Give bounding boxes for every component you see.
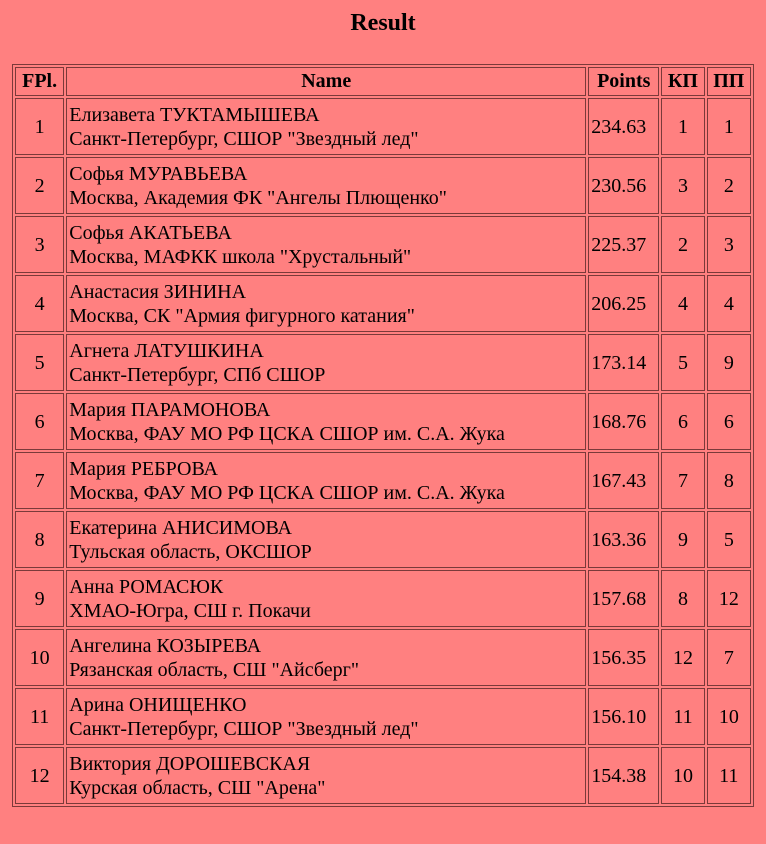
skater-club: Москва, ФАУ МО РФ ЦСКА СШОР им. С.А. Жука <box>69 422 505 445</box>
pp-cell: 5 <box>707 511 751 568</box>
pp-cell: 10 <box>707 688 751 745</box>
place-cell: 7 <box>15 452 64 509</box>
skater-cell <box>66 157 586 214</box>
table-row <box>15 275 751 332</box>
pp-cell: 7 <box>707 629 751 686</box>
place-cell: 2 <box>15 157 64 214</box>
kp-cell: 3 <box>661 157 704 214</box>
place-cell: 8 <box>15 511 64 568</box>
header-points: Points <box>588 67 659 96</box>
skater-name: Екатерина АНИСИМОВА <box>69 516 293 539</box>
skater-cell <box>66 688 586 745</box>
points-cell: 154.38 <box>588 747 659 804</box>
table-row <box>15 688 751 745</box>
points-cell: 173.14 <box>588 334 659 391</box>
kp-cell: 9 <box>661 511 704 568</box>
place-cell: 6 <box>15 393 64 450</box>
kp-cell: 8 <box>661 570 704 627</box>
skater-cell <box>66 747 586 804</box>
pp-cell: 4 <box>707 275 751 332</box>
pp-cell: 12 <box>707 570 751 627</box>
kp-cell: 5 <box>661 334 704 391</box>
pp-cell: 2 <box>707 157 751 214</box>
table-row <box>15 629 751 686</box>
skater-club: Москва, Академия ФК "Ангелы Плющенко" <box>69 186 447 209</box>
points-cell: 156.10 <box>588 688 659 745</box>
skater-club: Тульская область, ОКСШОР <box>69 540 312 563</box>
skater-cell <box>66 275 586 332</box>
skater-name: Ангелина КОЗЫРЕВА <box>69 634 262 657</box>
skater-name: Анна РОМАСЮК <box>69 575 224 598</box>
skater-club: Москва, МАФКК школа "Хрустальный" <box>69 245 412 268</box>
place-cell: 12 <box>15 747 64 804</box>
skater-name: Мария ПАРАМОНОВА <box>69 398 271 421</box>
pp-cell: 1 <box>707 98 751 155</box>
header-kp: КП <box>661 67 704 96</box>
skater-club: Санкт-Петербург, СШОР "Звездный лед" <box>69 127 419 150</box>
skater-club: Санкт-Петербург, СПб СШОР <box>69 363 326 386</box>
skater-cell <box>66 216 586 273</box>
points-cell: 167.43 <box>588 452 659 509</box>
table-row <box>15 452 751 509</box>
points-cell: 206.25 <box>588 275 659 332</box>
points-cell: 156.35 <box>588 629 659 686</box>
skater-cell <box>66 393 586 450</box>
header-row <box>15 67 751 96</box>
skater-name: Софья МУРАВЬЕВА <box>69 162 248 185</box>
header-pp: ПП <box>707 67 751 96</box>
kp-cell: 7 <box>661 452 704 509</box>
points-cell: 168.76 <box>588 393 659 450</box>
skater-name: Елизавета ТУКТАМЫШЕВА <box>69 103 320 126</box>
skater-name: Агнета ЛАТУШКИНА <box>69 339 264 362</box>
skater-name: Мария РЕБРОВА <box>69 457 218 480</box>
skater-name: Виктория ДОРОШЕВСКАЯ <box>69 752 311 775</box>
results-body <box>15 98 751 804</box>
skater-name: Софья АКАТЬЕВА <box>69 221 232 244</box>
place-cell: 5 <box>15 334 64 391</box>
kp-cell: 11 <box>661 688 704 745</box>
header-name: Name <box>66 67 586 96</box>
kp-cell: 10 <box>661 747 704 804</box>
skater-cell <box>66 511 586 568</box>
kp-cell: 6 <box>661 393 704 450</box>
place-cell: 9 <box>15 570 64 627</box>
kp-cell: 2 <box>661 216 704 273</box>
table-row <box>15 334 751 391</box>
points-cell: 234.63 <box>588 98 659 155</box>
skater-cell <box>66 629 586 686</box>
place-cell: 4 <box>15 275 64 332</box>
header-place: FPl. <box>15 67 64 96</box>
table-row <box>15 216 751 273</box>
skater-club: Москва, ФАУ МО РФ ЦСКА СШОР им. С.А. Жука <box>69 481 505 504</box>
table-row <box>15 511 751 568</box>
kp-cell: 12 <box>661 629 704 686</box>
points-cell: 230.56 <box>588 157 659 214</box>
points-cell: 163.36 <box>588 511 659 568</box>
place-cell: 1 <box>15 98 64 155</box>
skater-club: Рязанская область, СШ "Айсберг" <box>69 658 360 681</box>
table-row <box>15 393 751 450</box>
table-row <box>15 570 751 627</box>
kp-cell: 1 <box>661 98 704 155</box>
pp-cell: 3 <box>707 216 751 273</box>
skater-name: Анастасия ЗИНИНА <box>69 280 247 303</box>
kp-cell: 4 <box>661 275 704 332</box>
points-cell: 157.68 <box>588 570 659 627</box>
skater-cell <box>66 334 586 391</box>
skater-cell <box>66 98 586 155</box>
skater-cell <box>66 570 586 627</box>
skater-club: Санкт-Петербург, СШОР "Звездный лед" <box>69 717 419 740</box>
pp-cell: 8 <box>707 452 751 509</box>
points-cell: 225.37 <box>588 216 659 273</box>
results-table <box>12 64 754 807</box>
pp-cell: 6 <box>707 393 751 450</box>
pp-cell: 9 <box>707 334 751 391</box>
place-cell: 10 <box>15 629 64 686</box>
table-row <box>15 747 751 804</box>
skater-club: Москва, СК "Армия фигурного катания" <box>69 304 415 327</box>
table-row <box>15 98 751 155</box>
table-row <box>15 157 751 214</box>
skater-name: Арина ОНИЩЕНКО <box>69 693 247 716</box>
skater-club: Курская область, СШ "Арена" <box>69 776 326 799</box>
page-title: Result <box>350 10 416 36</box>
pp-cell: 11 <box>707 747 751 804</box>
place-cell: 11 <box>15 688 64 745</box>
place-cell: 3 <box>15 216 64 273</box>
skater-cell <box>66 452 586 509</box>
skater-club: ХМАО-Югра, СШ г. Покачи <box>69 599 311 622</box>
